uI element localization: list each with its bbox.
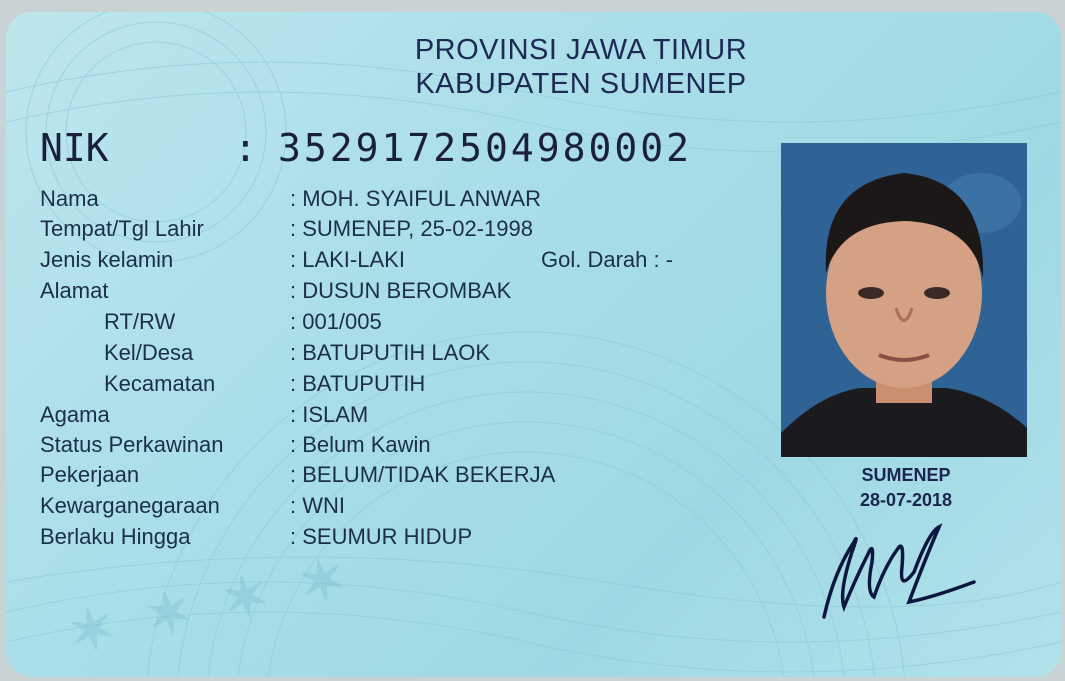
blood-type: Gol. Darah : - [541, 247, 674, 272]
id-card [6, 12, 1061, 677]
field-value: : BATUPUTIH LAOK [290, 340, 491, 365]
field-value: : DUSUN BEROMBAK [290, 278, 512, 303]
nik-value: 3529172504980002 [278, 126, 693, 170]
issue-date: 28-07-2018 [859, 490, 953, 510]
person-silhouette-icon [781, 143, 1027, 457]
field-label: Berlaku Hingga [40, 524, 191, 549]
field-label: Kecamatan [104, 371, 216, 396]
watermark-text: ✶ ✶ ✶ ✶ [62, 543, 360, 666]
field-label: Tempat/Tgl Lahir [40, 216, 204, 241]
field-value: : BELUM/TIDAK BEKERJA [290, 462, 556, 487]
field-value: : 001/005 [290, 309, 382, 334]
field-label: Agama [40, 402, 110, 427]
field-label: Kel/Desa [104, 340, 194, 365]
field-value: : WNI [290, 493, 345, 518]
field-label: Pekerjaan [40, 462, 140, 487]
field-label: Jenis kelamin [40, 247, 174, 272]
field-value: : Belum Kawin [290, 432, 431, 457]
nik-separator: : [234, 126, 257, 170]
field-value: : MOH. SYAIFUL ANWAR [290, 186, 541, 211]
field-label: Nama [40, 186, 99, 211]
header-regency: KABUPATEN SUMENEP [415, 68, 747, 100]
field-label: RT/RW [104, 309, 176, 334]
field-value: : ISLAM [290, 402, 369, 427]
field-label: Status Perkawinan [40, 432, 224, 457]
field-value: : SEUMUR HIDUP [290, 524, 473, 549]
field-label: Alamat [40, 278, 109, 303]
nik-label: NIK [40, 126, 109, 170]
field-value: : SUMENEP, 25-02-1998 [290, 216, 533, 241]
portrait-photo [781, 143, 1027, 457]
issue-place: SUMENEP [861, 465, 951, 485]
field-value: : BATUPUTIH [290, 371, 426, 396]
header-province: PROVINSI JAWA TIMUR [414, 34, 748, 66]
field-label: Kewarganegaraan [40, 493, 220, 518]
signature-icon [814, 512, 984, 632]
field-value: : LAKI-LAKI [290, 247, 405, 272]
